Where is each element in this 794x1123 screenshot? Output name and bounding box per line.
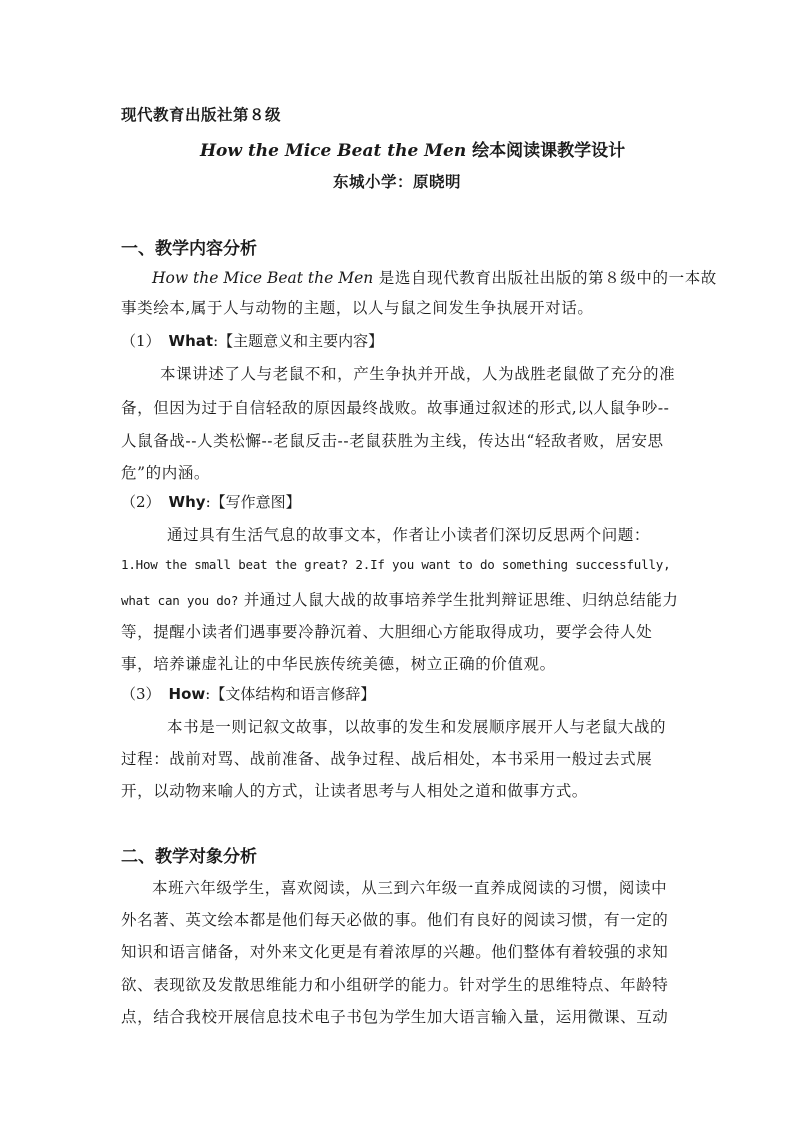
how-tag: :【文体结构和语言修辞】 — [205, 685, 376, 703]
why-line-3 — [121, 588, 678, 610]
why-line-3-en: what can you do? — [121, 593, 239, 608]
section2-line-4: 欲、表现欲及发散思维能力和小组研学的能力。针对学生的思维特点、年龄特 — [121, 976, 669, 994]
why-number: （2） — [121, 493, 161, 511]
section-heading-1: 一、教学内容分析 — [121, 239, 257, 259]
section-heading-2: 二、教学对象分析 — [121, 847, 257, 867]
what-line-1: 本课讲述了人与老鼠不和，产生争执并开战，人为战胜老鼠做了充分的准 — [160, 365, 676, 383]
why-line-3-cn: 并通过人鼠大战的故事培养学生批判辩证思维、归纳总结能力 — [238, 591, 679, 609]
intro-line-1 — [152, 266, 717, 288]
what-number: （1） — [121, 332, 161, 350]
section2-line-1: 本班六年级学生，喜欢阅读，从三到六年级一直养成阅读的习惯，阅读中 — [152, 879, 668, 897]
how-subheading — [121, 683, 375, 704]
title-english: How the Mice Beat the Men — [200, 141, 467, 161]
why-subheading — [121, 491, 301, 512]
what-subheading — [121, 330, 383, 351]
why-line-1: 通过具有生活气息的故事文本，作者让小读者们深切反思两个问题： — [167, 526, 651, 544]
how-label: How — [168, 685, 206, 703]
why-line-4: 等，提醒小读者们遇事要冷静沉着、大胆细心方能取得成功，要学会待人处 — [121, 623, 653, 641]
publisher-grade: 现代教育出版社第８级 — [121, 105, 282, 124]
title-chinese: 绘本阅读课教学设计 — [466, 141, 626, 161]
why-line-5: 事，培养谦虚礼让的中华民族传统美德，树立正确的价值观。 — [121, 655, 556, 673]
section2-line-2: 外名著、英文绘本都是他们每天必做的事。他们有良好的阅读习惯，有一定的 — [121, 911, 669, 929]
why-line-2: 1.How the small beat the great? 2.If you want to do something successfully, — [121, 557, 671, 572]
intro-line-2: 事类绘本,属于人与动物的主题，以人与鼠之间发生争执展开对话。 — [121, 299, 594, 317]
how-line-3: 开，以动物来喻人的方式，让读者思考与人相处之道和做事方式。 — [121, 782, 588, 800]
author-line: 东城小学：原晓明 — [333, 172, 462, 191]
intro-line-1-rest: 是选自现代教育出版社出版的第８级中的一本故 — [373, 269, 717, 287]
what-line-3: 人鼠备战--人类松懈--老鼠反击--老鼠获胜为主线，传达出“轻敌者败，居安思 — [121, 432, 664, 450]
how-line-1: 本书是一则记叙文故事，以故事的发生和发展顺序展开人与老鼠大战的 — [167, 718, 667, 736]
document-title — [200, 136, 625, 161]
what-line-4: 危”的内涵。 — [121, 464, 211, 482]
what-line-2: 备，但因为过于自信轻敌的原因最终战败。故事通过叙述的形式,以人鼠争吵-- — [121, 399, 670, 417]
how-number: （3） — [121, 685, 161, 703]
why-label: Why — [168, 493, 206, 511]
intro-book-title: How the Mice Beat the Men — [152, 269, 374, 287]
section2-line-3: 知识和语言储备，对外来文化更是有着浓厚的兴趣。他们整体有着较强的求知 — [121, 943, 669, 961]
section2-line-5: 点，结合我校开展信息技术电子书包为学生加大语言输入量，运用微课、互动 — [121, 1008, 669, 1026]
how-line-2: 过程：战前对骂、战前准备、战争过程、战后相处，本书采用一般过去式展 — [121, 750, 653, 768]
what-label: What — [168, 332, 214, 350]
why-tag: :【写作意图】 — [205, 493, 301, 511]
what-tag: :【主题意义和主要内容】 — [213, 332, 384, 350]
